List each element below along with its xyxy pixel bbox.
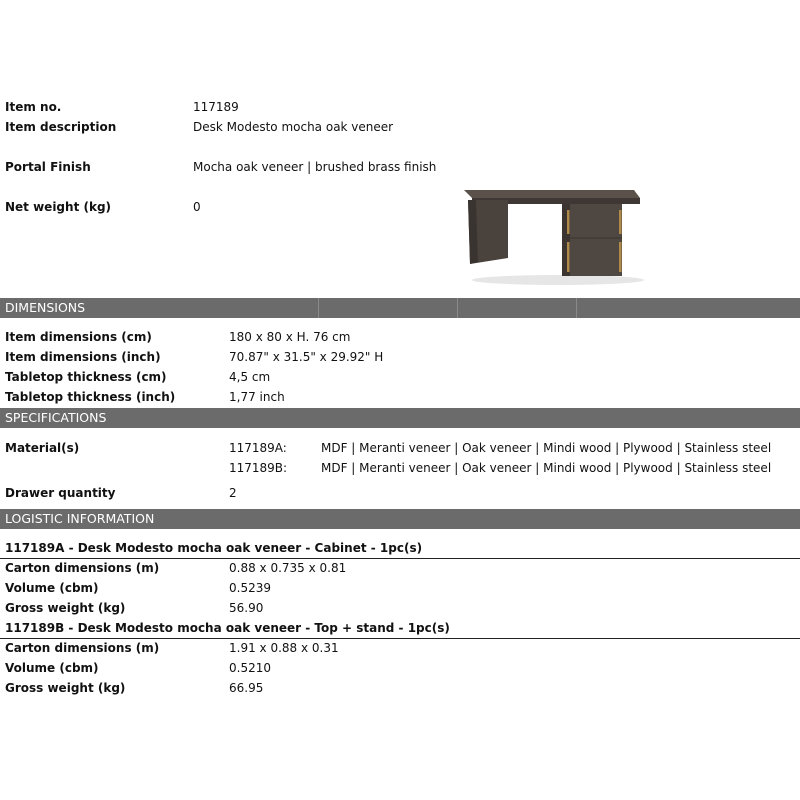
logistic-section-header (0, 509, 800, 529)
net-weight-value: 0 (193, 200, 201, 214)
dimensions-value: 1,77 inch (229, 390, 285, 404)
logistic-value: 1.91 x 0.88 x 0.31 (229, 641, 339, 655)
dimensions-label: Tabletop thickness (cm) (5, 370, 167, 384)
specifications-section-header (0, 408, 800, 428)
dimensions-value: 4,5 cm (229, 370, 271, 384)
logistic-label: Carton dimensions (m) (5, 641, 160, 655)
package-title: 117189A - Desk Modesto mocha oak veneer - Cabinet - 1pc(s) (5, 541, 423, 555)
drawer-quantity-label: Drawer quantity (5, 486, 116, 500)
logistic-value: 0.5210 (229, 661, 271, 675)
material-value: MDF | Meranti veneer | Oak veneer | Mindi wood | Plywood | Stainless steel (321, 461, 772, 475)
logistic-value: 0.88 x 0.735 x 0.81 (229, 561, 347, 575)
portal-finish-value: Mocha oak veneer | brushed brass finish (193, 160, 437, 174)
item-no-value: 117189 (193, 100, 239, 114)
item-description-label: Item description (5, 120, 117, 134)
dimensions-value: 180 x 80 x H. 76 cm (229, 330, 351, 344)
logistic-value: 0.5239 (229, 581, 271, 595)
drawer-quantity-value: 2 (229, 486, 237, 500)
specifications-section-title: SPECIFICATIONS (5, 410, 107, 425)
logistic-label: Volume (cbm) (5, 581, 99, 595)
item-description-value: Desk Modesto mocha oak veneer (193, 120, 394, 134)
package-title: 117189B - Desk Modesto mocha oak veneer - Top + stand - 1pc(s) (5, 621, 450, 635)
dimensions-label: Item dimensions (inch) (5, 350, 161, 364)
material-code: 117189B: (229, 461, 288, 475)
dimensions-value: 70.87" x 31.5" x 29.92" H (229, 350, 384, 364)
portal-finish-label: Portal Finish (5, 160, 91, 174)
net-weight-label: Net weight (kg) (5, 200, 112, 214)
material-code: 117189A: (229, 441, 287, 455)
logistic-label: Carton dimensions (m) (5, 561, 160, 575)
desk-product-image (458, 182, 648, 288)
logistic-label: Gross weight (kg) (5, 681, 126, 695)
logistic-value: 66.95 (229, 681, 264, 695)
dimensions-label: Tabletop thickness (inch) (5, 390, 176, 404)
dimensions-section-title: DIMENSIONS (5, 300, 86, 315)
logistic-section-title: LOGISTIC INFORMATION (5, 511, 155, 526)
logistic-value: 56.90 (229, 601, 264, 615)
dimensions-section-header (0, 298, 800, 318)
materials-label: Material(s) (5, 441, 80, 455)
divider (0, 558, 800, 559)
material-value: MDF | Meranti veneer | Oak veneer | Mindi wood | Plywood | Stainless steel (321, 441, 772, 455)
dimensions-label: Item dimensions (cm) (5, 330, 152, 344)
item-no-label: Item no. (5, 100, 62, 114)
logistic-label: Volume (cbm) (5, 661, 99, 675)
divider (0, 638, 800, 639)
logistic-label: Gross weight (kg) (5, 601, 126, 615)
